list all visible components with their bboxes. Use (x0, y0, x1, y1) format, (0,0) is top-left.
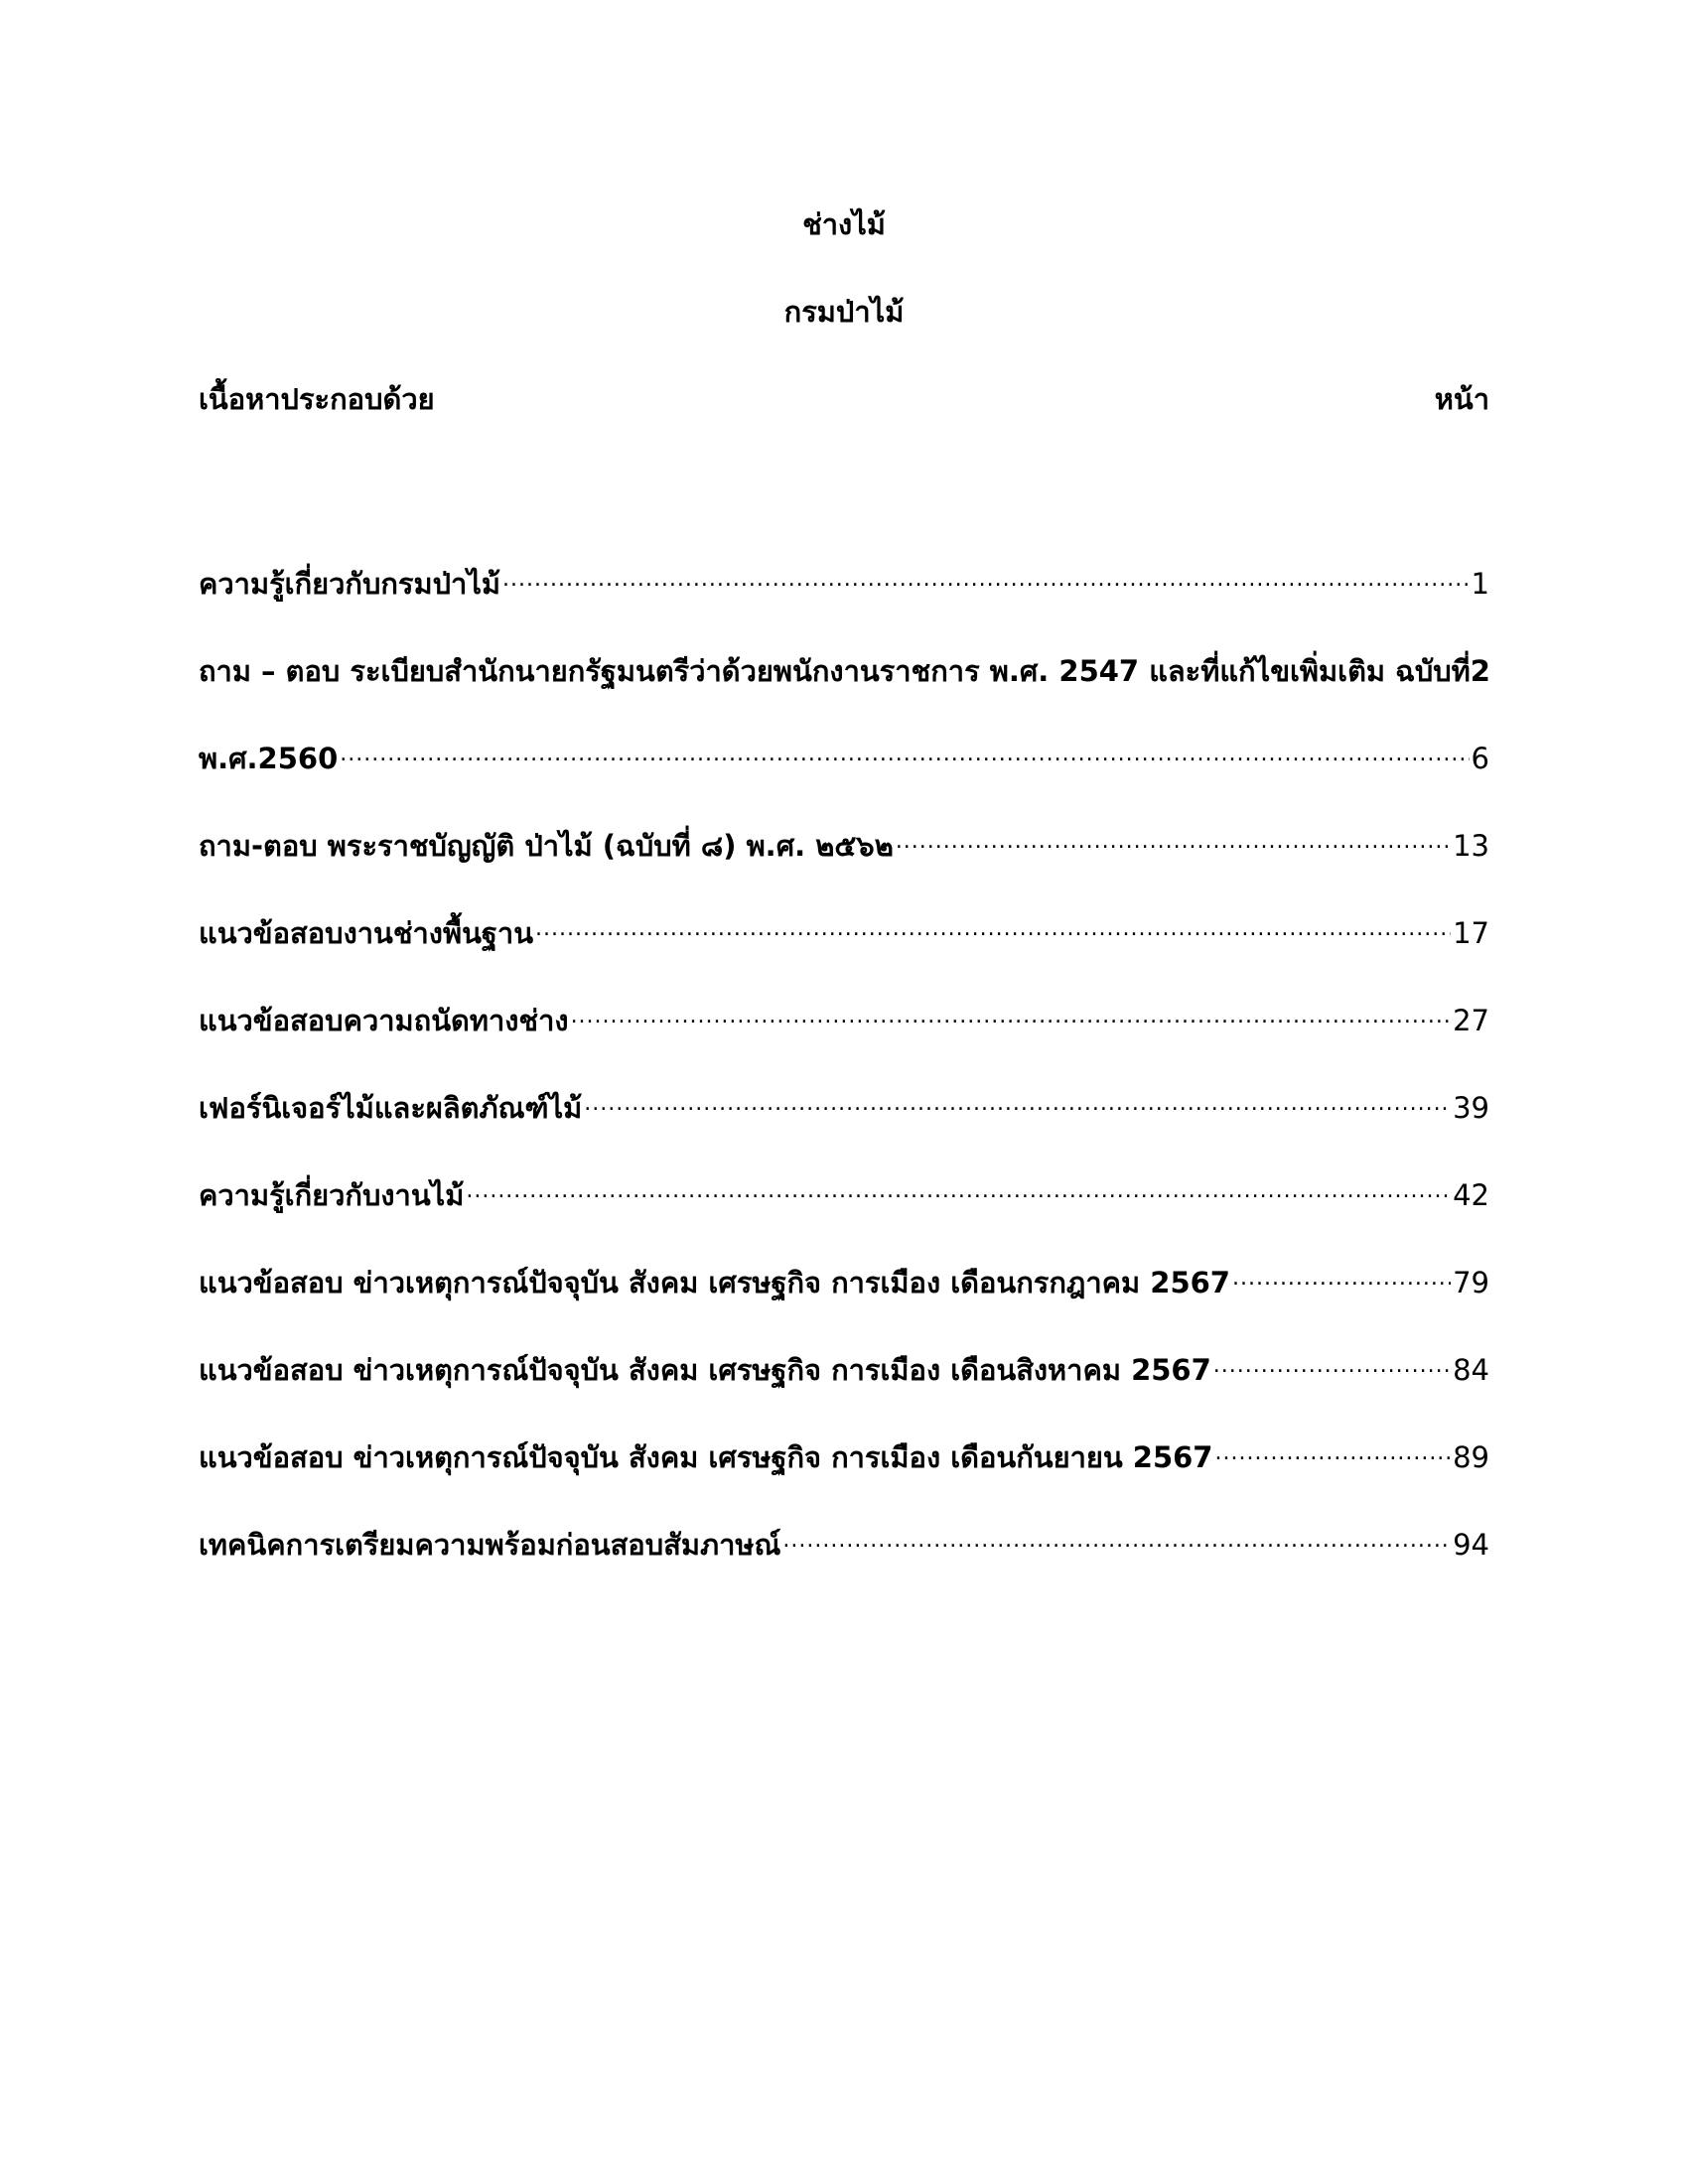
toc-entry-title: เฟอร์นิเจอร์ไม้และผลิตภัณฑ์ไม้ (199, 1091, 583, 1125)
toc-entry-page: 17 (1453, 916, 1489, 950)
toc-entry-page: 79 (1453, 1266, 1489, 1299)
document-subtitle: กรมป่าไม้ (783, 295, 905, 329)
toc-entry-title: พ.ศ.2560 (199, 742, 339, 775)
toc-entry (199, 516, 1489, 604)
toc-entry-title: ความรู้เกี่ยวกับงานไม้ (199, 1178, 465, 1212)
dot-leader (466, 1175, 1451, 1215)
dot-leader (782, 1525, 1451, 1565)
dot-leader (571, 1001, 1452, 1040)
toc-entry (199, 1040, 1489, 1128)
dot-leader (896, 826, 1451, 866)
toc-entry-page: 39 (1453, 1091, 1489, 1125)
toc-entry-page: 6 (1471, 742, 1489, 775)
dot-leader (1232, 1263, 1451, 1302)
dot-leader (1215, 1437, 1452, 1477)
toc-entry-title: แนวข้อสอบ ข่าวเหตุการณ์ปัจจุบัน สังคม เศรษฐกิจ การเมือง เดือนกรกฎาคม 2567 (199, 1266, 1230, 1299)
toc-entry-title: แนวข้อสอบ ข่าวเหตุการณ์ปัจจุบัน สังคม เศรษฐกิจ การเมือง เดือนกันยายน 2567 (199, 1440, 1213, 1474)
toc-entry (199, 1128, 1489, 1215)
toc-entry-title: เทคนิคการเตรียมความพร้อมก่อนสอบสัมภาษณ์ (199, 1528, 781, 1562)
toc-entry-page: 42 (1453, 1178, 1489, 1212)
toc-entry-title: แนวข้อสอบ ข่าวเหตุการณ์ปัจจุบัน สังคม เศรษฐกิจ การเมือง เดือนสิงหาคม 2567 (199, 1353, 1211, 1387)
toc-entry (199, 1477, 1489, 1565)
toc-entry (199, 691, 1489, 778)
dot-leader (1213, 1350, 1451, 1390)
toc-entry-title: แนวข้อสอบงานช่างพื้นฐาน (199, 916, 534, 950)
toc-entry (199, 953, 1489, 1040)
toc-entry-page: 13 (1453, 829, 1489, 863)
toc-entry-page: 94 (1453, 1528, 1489, 1562)
page-label: หน้า (1434, 382, 1489, 416)
dot-leader (535, 913, 1451, 953)
document-title: ช่างไม้ (802, 207, 886, 241)
toc-entry-page: 89 (1453, 1440, 1489, 1474)
toc-entry (199, 778, 1489, 866)
toc-entry-page: 1 (1471, 567, 1489, 601)
toc-entry-title: ความรู้เกี่ยวกับกรมป่าไม้ (199, 567, 501, 601)
toc-entry (199, 1302, 1489, 1390)
toc-entry-title: ถาม-ตอบ พระราชบัญญัติ ป่าไม้ (ฉบับที่ ๘) พ.ศ. ๒๕๖๒ (199, 829, 894, 863)
dot-leader (340, 739, 1469, 778)
dot-leader (584, 1088, 1451, 1128)
toc-entry-title: ถาม – ตอบ ระเบียบสำนักนายกรัฐมนตรีว่าด้วยพนักงานราชการ พ.ศ. 2547 และที่แก้ไขเพิ่มเติม ฉบับที่2 (199, 654, 1490, 688)
toc-entry (199, 1390, 1489, 1477)
toc-entry (199, 866, 1489, 953)
contents-label: เนื้อหาประกอบด้วย (199, 382, 435, 416)
table-of-contents (199, 516, 1489, 1565)
toc-entry-page: 27 (1453, 1004, 1489, 1037)
toc-entry (199, 604, 1489, 691)
dot-leader (502, 564, 1470, 604)
toc-entry-page: 84 (1453, 1353, 1489, 1387)
toc-entry-title: แนวข้อสอบความถนัดทางช่าง (199, 1004, 569, 1037)
toc-entry (199, 1215, 1489, 1302)
